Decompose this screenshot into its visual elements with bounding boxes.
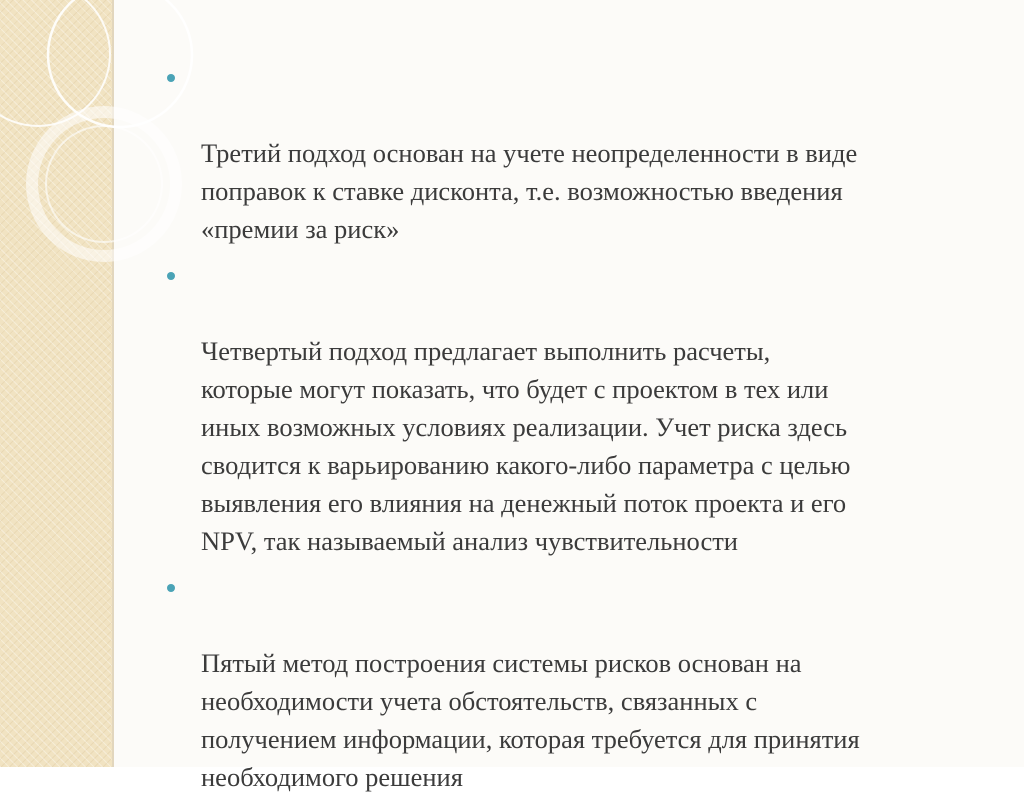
large-ring: [32, 112, 176, 256]
bullet-dot-icon: [167, 74, 175, 82]
bullet-dot-icon: [167, 584, 175, 592]
bullet-item: [165, 568, 995, 796]
bullet-list: [165, 58, 995, 796]
bullet-dot-icon: [167, 272, 175, 280]
large-ring-inner-outline: [46, 126, 162, 242]
bullet-item: [165, 256, 995, 560]
bullet-text: Четвертый подход предлагает выполнить расчеты, которые могут показать, что будет с проектом в тех или иных возможных условиях реализации. Учет риска здесь сводится к варьированию какого-либо параметра с целью выявления его влияния на денежный поток проекта и его NPV, так называемый анализ чувствительности: [201, 336, 851, 556]
bullet-text: Третий подход основан на учете неопределенности в виде поправок к ставке дисконта, т.е. возможностью введения «премии за риск»: [201, 138, 858, 244]
bullet-item: [165, 58, 995, 248]
bullet-text: Пятый метод построения системы рисков основан на необходимости учета обстоятельств, связанных с получением информации, которая требуется для принятия необходимого решения: [201, 648, 860, 792]
slide-body: [165, 58, 995, 804]
